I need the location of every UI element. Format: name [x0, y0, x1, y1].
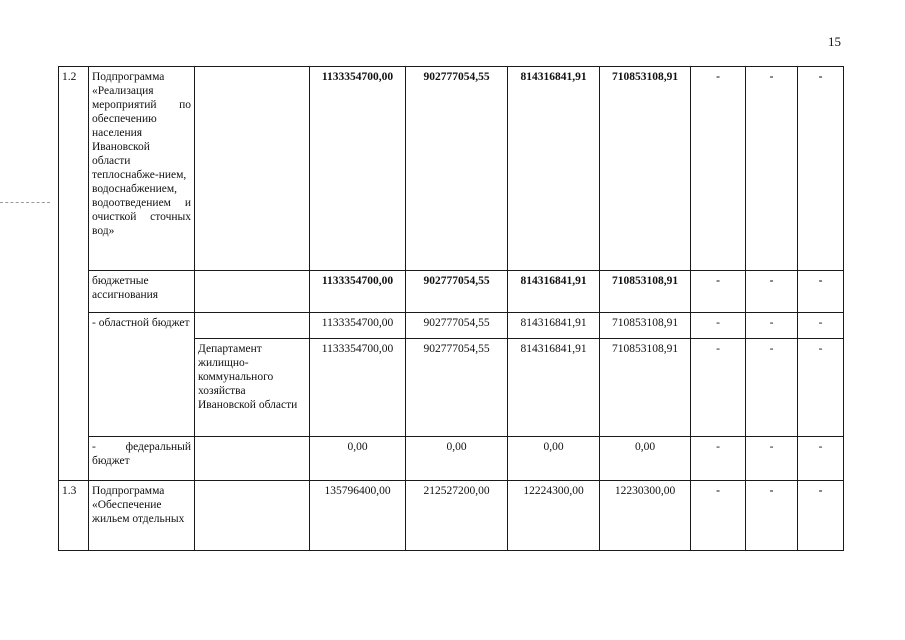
- value-cell: 1133354700,00: [310, 339, 406, 437]
- value-cell: 212527200,00: [406, 481, 508, 551]
- value-cell: 814316841,91: [508, 271, 600, 313]
- value-cell: 12224300,00: [508, 481, 600, 551]
- value-cell: 12230300,00: [600, 481, 691, 551]
- table-row: [59, 271, 844, 313]
- dash-cell: -: [691, 481, 746, 551]
- dash-cell: -: [691, 271, 746, 313]
- scan-artifact-line: [0, 202, 50, 203]
- value-cell: 1133354700,00: [310, 313, 406, 339]
- table-row: [59, 437, 844, 481]
- executor-cell: [195, 437, 310, 481]
- row-name: Подпрограмма «Реализация мероприятий по обеспечению населения Ивановской области теплоснабже-нием, водоснабжением, водоотведением и очисткой сточных вод»: [89, 67, 195, 271]
- table-row: [59, 313, 844, 339]
- value-cell: 710853108,91: [600, 339, 691, 437]
- executor-cell: [195, 313, 310, 339]
- row-number: 1.3: [59, 481, 89, 551]
- budget-table: [58, 66, 844, 551]
- dash-cell: -: [798, 339, 844, 437]
- page-number: 15: [828, 34, 841, 49]
- dash-cell: -: [798, 271, 844, 313]
- value-cell: 902777054,55: [406, 339, 508, 437]
- value-cell: 710853108,91: [600, 271, 691, 313]
- dash-cell: -: [691, 313, 746, 339]
- dash-cell: -: [746, 481, 798, 551]
- row-name: бюджетные ассигнования: [89, 271, 195, 313]
- value-cell: 135796400,00: [310, 481, 406, 551]
- row-number: 1.2: [59, 67, 89, 481]
- dash-cell: -: [691, 437, 746, 481]
- dash-cell: -: [798, 313, 844, 339]
- executor-cell: [195, 271, 310, 313]
- value-cell: 1133354700,00: [310, 67, 406, 271]
- value-cell: 902777054,55: [406, 271, 508, 313]
- dash-cell: -: [798, 481, 844, 551]
- value-cell: 0,00: [508, 437, 600, 481]
- table-row: [59, 67, 844, 271]
- value-cell: 814316841,91: [508, 339, 600, 437]
- value-cell: 814316841,91: [508, 313, 600, 339]
- dash-cell: -: [691, 339, 746, 437]
- dash-cell: -: [746, 339, 798, 437]
- dash-cell: -: [691, 67, 746, 271]
- value-cell: 902777054,55: [406, 67, 508, 271]
- dash-cell: -: [746, 313, 798, 339]
- value-cell: 814316841,91: [508, 67, 600, 271]
- dash-cell: -: [798, 67, 844, 271]
- row-name: - федеральный бюджет: [89, 437, 195, 481]
- executor-cell: Департамент жилищно-коммунального хозяйства Ивановской области: [195, 339, 310, 437]
- value-cell: 0,00: [406, 437, 508, 481]
- value-cell: 1133354700,00: [310, 271, 406, 313]
- value-cell: 902777054,55: [406, 313, 508, 339]
- value-cell: 0,00: [310, 437, 406, 481]
- dash-cell: -: [746, 271, 798, 313]
- value-cell: 710853108,91: [600, 313, 691, 339]
- table-row: [59, 481, 844, 551]
- value-cell: 0,00: [600, 437, 691, 481]
- row-name: - областной бюджет: [89, 313, 195, 437]
- dash-cell: -: [746, 67, 798, 271]
- executor-cell: [195, 481, 310, 551]
- value-cell: 710853108,91: [600, 67, 691, 271]
- dash-cell: -: [798, 437, 844, 481]
- executor-cell: [195, 67, 310, 271]
- row-name: Подпрограмма «Обеспечение жильем отдельных: [89, 481, 195, 551]
- dash-cell: -: [746, 437, 798, 481]
